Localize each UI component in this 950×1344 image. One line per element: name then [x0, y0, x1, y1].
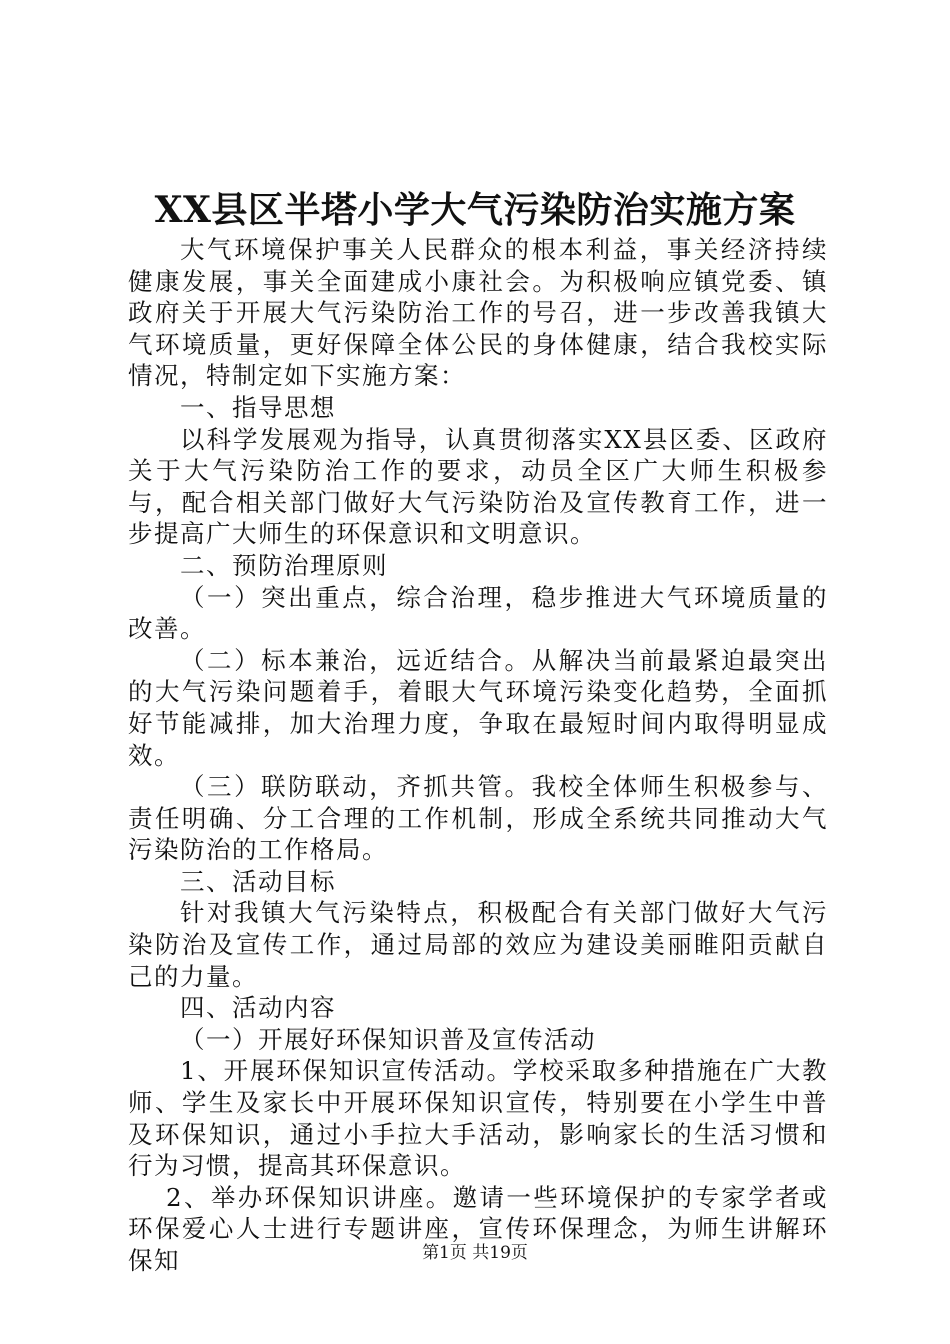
item-two-paragraph: 2、举办环保知识讲座。邀请一些环境保护的专家学者或环保爱心人士进行专题讲座，宣传环保理念，为师生讲解环保知: [128, 1182, 828, 1275]
principle-one-paragraph: （一）突出重点，综合治理，稳步推进大气环境质量的改善。: [128, 582, 828, 644]
principle-three-paragraph: （三）联防联动，齐抓共管。我校全体师生积极参与、责任明确、分工合理的工作机制，形成全系统共同推动大气污染防治的工作格局。: [128, 772, 828, 865]
section-heading-content: 四、活动内容: [180, 993, 336, 1023]
intro-paragraph: 大气环境保护事关人民群众的根本利益，事关经济持续健康发展，事关全面建成小康社会。为积极响应镇党委、镇政府关于开展大气污染防治工作的号召，进一步改善我镇大气环境质量，更好保障全体公民的身体健康，结合我校实际情况，特制定如下实施方案：: [128, 235, 828, 391]
page-number: 第1页 共19页: [422, 1243, 528, 1263]
document-title: XX县区半塔小学大气污染防治实施方案: [154, 189, 796, 231]
section-heading-guiding-thought: 一、指导思想: [180, 392, 336, 422]
page-footer: [0, 1241, 950, 1265]
goals-paragraph: 针对我镇大气污染特点，积极配合有关部门做好大气污染防治及宣传工作，通过局部的效应为建设美丽睢阳贡献自己的力量。: [128, 898, 828, 991]
guiding-thought-paragraph: 以科学发展观为指导，认真贯彻落实XX县区委、区政府关于大气污染防治工作的要求，动员全区广大师生积极参与，配合相关部门做好大气污染防治及宣传教育工作，进一步提高广大师生的环保意识和文明意识。: [128, 424, 828, 549]
principle-two-paragraph: （二）标本兼治，远近结合。从解决当前最紧迫最突出的大气污染问题着手，着眼大气环境污染变化趋势，全面抓好节能减排，加大治理力度，争取在最短时间内取得明显成效。: [128, 645, 828, 770]
document-body: [128, 234, 828, 1277]
section-heading-principles: 二、预防治理原则: [180, 550, 388, 580]
item-one-paragraph: 1、开展环保知识宣传活动。学校采取多种措施在广大教师、学生及家长中开展环保知识宣传，特别要在小学生中普及环保知识，通过小手拉大手活动，影响家长的生活习惯和行为习惯，提高其环保意识。: [128, 1056, 828, 1181]
subheading-publicity: （一）开展好环保知识普及宣传活动: [180, 1024, 596, 1054]
section-heading-goals: 三、活动目标: [180, 866, 336, 896]
